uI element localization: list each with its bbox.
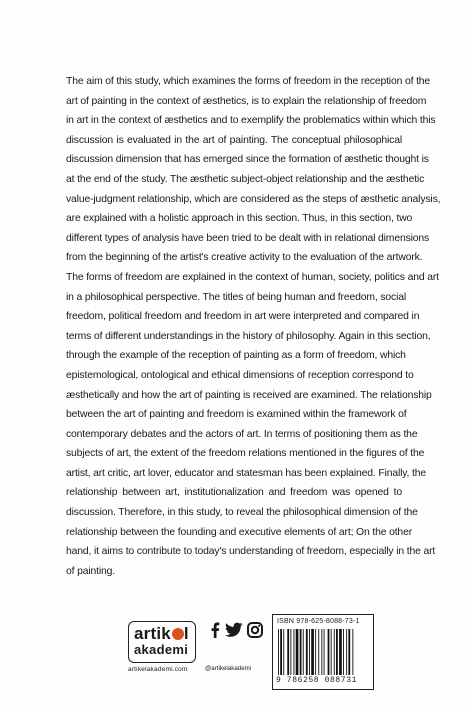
blurb-line: of painting. (66, 565, 116, 577)
blurb-line: contemporary debates and the actors of art. In terms of positioning them as the (66, 428, 418, 440)
blurb-line: different types of analysis have been tried to be dealt with in relational dimensions (66, 232, 430, 244)
blurb-line: artist, art critic, art lover, educator and statesman has been explained. Finally, the (66, 467, 427, 479)
isbn-barcode-box (272, 614, 374, 690)
publisher-name-line2: akademi (134, 642, 189, 657)
blurb-line: The forms of freedom are explained in the context of human, society, politics and art (66, 271, 439, 283)
social-media-block (205, 622, 263, 672)
back-cover-blurb (66, 72, 441, 581)
barcode-digits: 9 786258 088731 (276, 676, 358, 685)
blurb-line: between the art of painting and freedom is examined within the framework of (66, 409, 407, 421)
blurb-line: relationship between art, institutionalization and freedom was opened to (66, 487, 402, 499)
barcode-graphic (278, 629, 368, 675)
blurb-line: discussion is evaluated in the art of painting. The conceptual philosophical (66, 134, 402, 146)
social-handle[interactable]: @artikelakademi (205, 665, 252, 672)
publisher-name-line1 (134, 624, 189, 644)
blurb-line: in art in the context of æsthetics and to exemplify the problematics within which this (66, 115, 436, 127)
blurb-line: The aim of this study, which examines the forms of freedom in the reception of the (66, 76, 431, 87)
facebook-icon[interactable] (207, 622, 223, 638)
blurb-line: freedom, political freedom and freedom in art were interpreted and compared in (66, 311, 420, 323)
blurb-line: art of painting in the context of æsthetics, is to explain the relationship of freedom (66, 95, 427, 107)
publisher-name-end: l (183, 624, 189, 643)
publisher-name-start: artik (134, 624, 171, 643)
blurb-line: subjects of art, the extent of the freedom relations mentioned in the figures of the (66, 448, 425, 460)
instagram-icon[interactable] (247, 622, 263, 638)
blurb-line: relationship between the founding and executive elements of art; On the other (66, 526, 413, 538)
isbn-number: ISBN 978-625-8088-73-1 (277, 618, 360, 625)
blurb-line: from the beginning of the artist's creative activity to the evaluation of the artwork. (66, 252, 423, 264)
publisher-website[interactable]: artikelakademi.com (128, 666, 188, 673)
orange-dot-icon (172, 628, 184, 640)
twitter-icon[interactable] (225, 622, 243, 638)
blurb-line: at the end of the study. The æsthetic subject-object relationship and the æsthetic (66, 173, 425, 185)
blurb-line: value-judgment relationship, which are considered as the steps of æsthetic analysis, (66, 193, 441, 205)
blurb-line: discussion dimension that has emerged since the formation of æsthetic thought is (66, 154, 429, 166)
blurb-line: hand, it aims to contribute to today's understanding of freedom, especially in the art (66, 546, 436, 558)
blurb-line: terms of different understandings in the history of philosophy. Again in this section, (66, 330, 431, 342)
blurb-line: discussion. Therefore, in this study, to reveal the philosophical dimension of the (66, 507, 418, 519)
blurb-line: in a philosophical perspective. The titles of being human and freedom, social (66, 291, 407, 303)
blurb-line: through the example of the reception of painting as a form of freedom, which (66, 350, 406, 362)
blurb-line: are explained with a holistic approach in this section. Thus, in this section, two (66, 213, 413, 225)
blurb-line: epistemological, ontological and ethical dimensions of reception correspond to (66, 369, 414, 381)
blurb-line: æsthetically and how the art of painting is received are examined. The relationship (66, 389, 432, 401)
publisher-logo (128, 621, 198, 678)
